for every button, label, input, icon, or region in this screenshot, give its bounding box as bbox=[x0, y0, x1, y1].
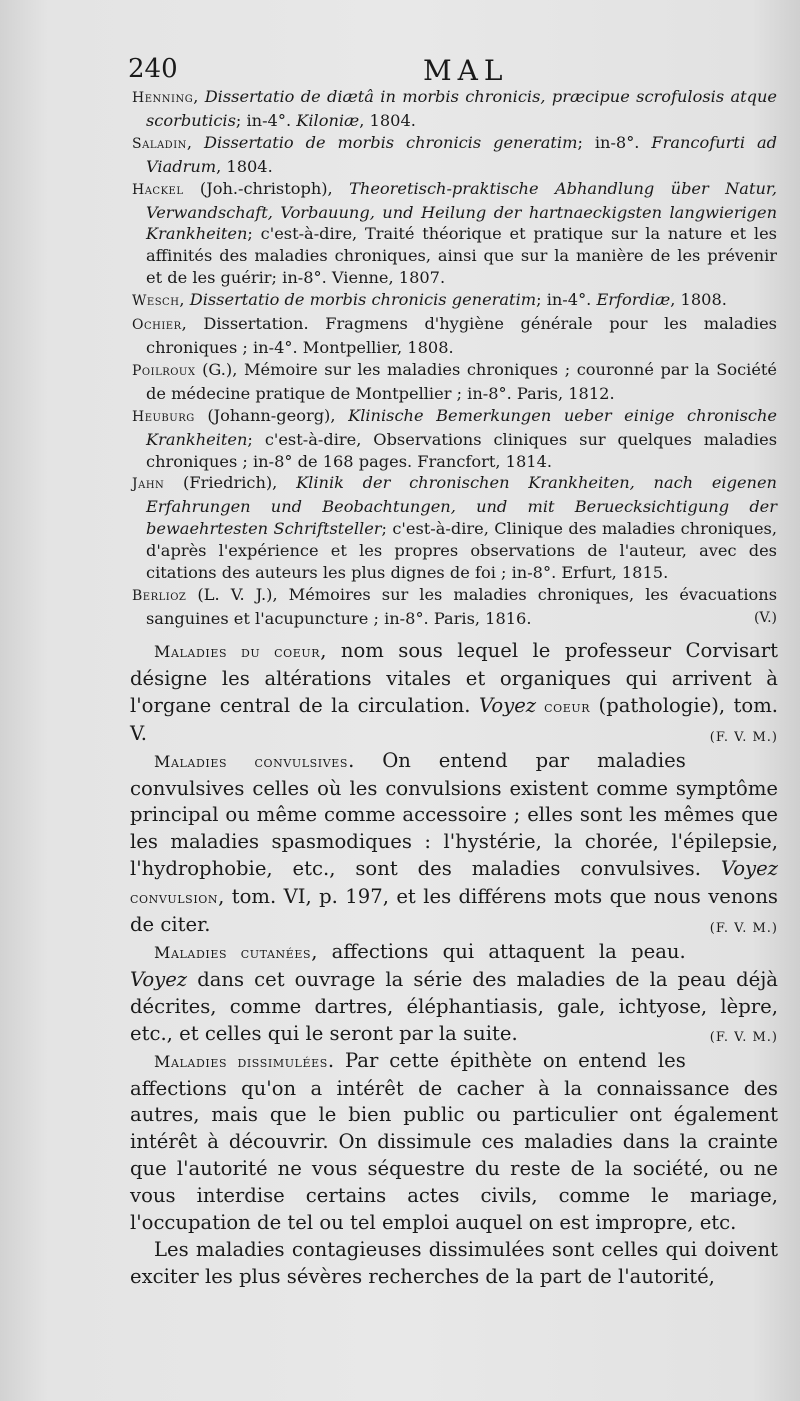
entry-title: Dissertatio de morbis chronicis generatim bbox=[203, 132, 578, 152]
article-term: Maladies cutanées bbox=[154, 942, 312, 962]
article-maladies-convulsives: Maladies convulsives. On entend par maladies convulsives celles où les convulsions existent comme symptôme principal ou même comme accessoire ; elles sont les mêmes que les maladies spasmodiques : l'hystérie, la chorée, l'épilepsie, l'hydrophobie, etc., sont des maladies convulsives. Voyez convulsion, tom. VI, p. 197, et les différens mots que nous venons de citer. (F. V. M.) bbox=[130, 748, 778, 939]
body-paragraph: Les maladies contagieuses dissimulées sont celles qui doivent exciter les plus sévères recherches de la part de l'autorité, bbox=[130, 1237, 778, 1288]
article-author: (F. V. M.) bbox=[709, 729, 778, 745]
article-author: (F. V. M.) bbox=[709, 921, 778, 937]
article-term: Maladies convulsives bbox=[154, 751, 349, 771]
cross-reference: convulsion bbox=[130, 888, 219, 908]
bibliography-entry: Ochier, Dissertation. Fragmens d'hygiène générale pour les maladies chroniques ; in-4°. Montpellier, 1808. bbox=[132, 314, 777, 357]
entry-author: Hackel bbox=[132, 181, 184, 198]
cross-reference: coeur bbox=[536, 696, 591, 716]
entry-author: Wesch bbox=[132, 293, 180, 310]
running-title: MAL bbox=[423, 54, 509, 87]
article-author: (F. V. M.) bbox=[709, 1029, 778, 1045]
entry-author: Saladin bbox=[132, 135, 187, 152]
dictionary-articles bbox=[130, 638, 778, 1291]
entry-title: Theoretisch-praktische Abhandlung über Natur, Verwandschaft, Vorbauung, und Heilung der hartnaeckigsten langwierigen Krankheiten bbox=[146, 178, 777, 244]
article-term: Maladies dissimulées bbox=[154, 1051, 328, 1071]
entry-signature: (V.) bbox=[753, 609, 777, 626]
page-number: 240 bbox=[128, 54, 178, 84]
entry-place: Francofurti ad Viadrum bbox=[146, 132, 778, 176]
bibliography-entry: Wesch, Dissertatio de morbis chronicis generatim; in-4°. Erfordiæ, 1808. bbox=[132, 290, 727, 310]
entry-title: Klinische Bemerkungen ueber einige chronische Krankheiten bbox=[146, 405, 777, 449]
entry-title: Klinik der chronischen Krankheiten, nach eigenen Erfahrungen und Beobachtungen, und mit Beruecksichtigung der bewaehrtesten Schriftsteller bbox=[146, 473, 777, 539]
article-maladies-dissimulees: Maladies dissimulées. Par cette épithète on entend les affections qu'on a intérêt de cacher à la connaissance des autres, mais que le bien public ou particulier ont également intérêt à découvrir. On dissimule ces maladies dans la crainte que l'autorité ne vous séquestre du reste de la société, ou ne vous interdise certains actes civils, comme le mariage, l'occupation de tel ou tel emploi auquel on est impropre, etc. bbox=[130, 1048, 778, 1235]
bibliography-entry: Jahn (Friedrich), Klinik der chronischen Krankheiten, nach eigenen Erfahrungen und Beobachtungen, und mit Beruecksichtigung der bewaehrtesten Schriftsteller; c'est-à-dire, Clinique des maladies chroniques, d'après l'expérience et les propres observations de l'auteur, avec des citations des auteurs les plus dignes de foi ; in-8°. Erfurt, 1815. bbox=[132, 473, 777, 583]
bibliography-entry: Berlioz (L. V. J.), Mémoires sur les maladies chroniques, les évacuations sanguines et l'acupuncture ; in-8°. Paris, 1816. (V.) bbox=[132, 584, 777, 628]
bibliography-entry: Hackel (Joh.-christoph), Theoretisch-praktische Abhandlung über Natur, Verwandschaft, Vorbauung, und Heilung der hartnaeckigsten langwierigen Krankheiten; c'est-à-dire, Traité théorique et pratique sur la nature et les affinités des maladies chroniques, ainsi que sur la manière de les prévenir et de les guérir; in-8°. Vienne, 1807. bbox=[132, 178, 777, 288]
page-header bbox=[128, 54, 760, 88]
entry-title: Dissertatio de morbis chronicis generatim bbox=[189, 290, 537, 310]
article-maladies-cutanees: Maladies cutanées, affections qui attaquent la peau. Voyez dans cet ouvrage la série des maladies de la peau déjà décrites, comme dartres, éléphantiasis, gale, ichtyose, lèpre, etc., et celles qui le seront par la suite. (F. V. M.) bbox=[130, 939, 778, 1048]
entry-author: Jahn bbox=[132, 476, 165, 493]
bibliography-entry: Saladin, Dissertatio de morbis chronicis generatim; in-8°. Francofurti ad Viadrum, 1804. bbox=[132, 132, 778, 176]
entry-author: Henning bbox=[132, 90, 194, 106]
entry-title: Dissertatio de diætâ in morbis chronicis, præcipue scrofulosis atque scorbuticis bbox=[146, 87, 777, 130]
entry-place: Kiloniæ bbox=[296, 110, 360, 130]
entry-author: Berlioz bbox=[132, 587, 187, 604]
article-term: Maladies du coeur bbox=[154, 642, 321, 661]
bibliography-list bbox=[132, 86, 777, 630]
bibliography-entry: Heuburg (Johann-georg), Klinische Bemerkungen ueber einige chronische Krankheiten; c'est-à-dire, Observations cliniques sur quelques maladies chroniques ; in-8° de 168 pages. Francfort, 1814. bbox=[132, 405, 777, 471]
entry-author: Poilroux bbox=[132, 362, 196, 379]
bibliography-entry: Henning, Dissertatio de diætâ in morbis chronicis, præcipue scrofulosis atque scorbuticis; in-4°. Kiloniæ, 1804. bbox=[132, 87, 777, 130]
article-maladies-du-coeur: Maladies du coeur, nom sous lequel le professeur Corvisart désigne les altérations vitales et organiques qui arrivent à l'organe central de la circulation. Voyez coeur (pathologie), tom. V. (F. V. M.) bbox=[130, 638, 778, 748]
entry-author: Heuburg bbox=[132, 408, 195, 425]
entry-author: Ochier bbox=[132, 317, 182, 334]
entry-place: Erfordiæ bbox=[596, 290, 671, 310]
bibliography-entry: Poilroux (G.), Mémoire sur les maladies chroniques ; couronné par la Société de médecine pratique de Montpellier ; in-8°. Paris, 1812. bbox=[132, 359, 777, 403]
